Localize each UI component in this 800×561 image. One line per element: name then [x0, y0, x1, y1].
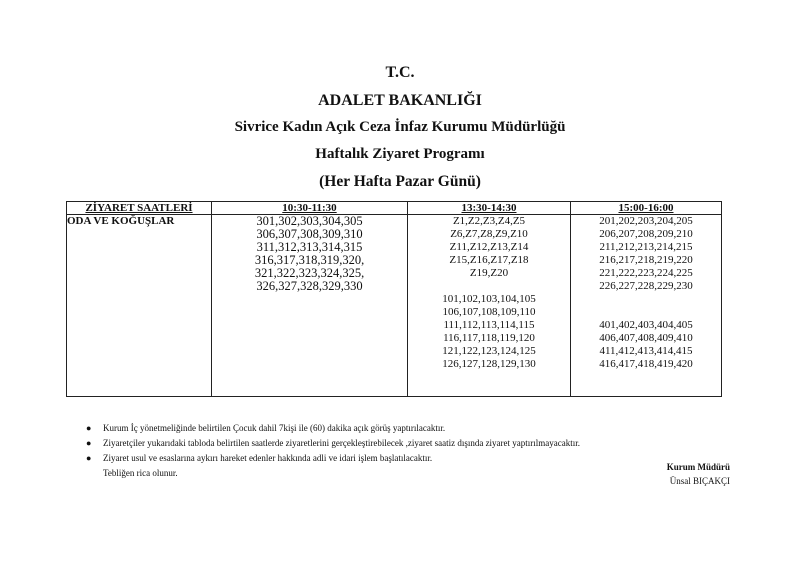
room-line: 111,112,113,114,115 [443, 319, 535, 331]
visit-schedule-table [66, 201, 722, 397]
room-line: 406,407,408,409,410 [599, 332, 693, 344]
header-program-title: Haftalık Ziyaret Programı [315, 146, 485, 162]
room-line: 211,212,213,214,215 [599, 241, 693, 253]
room-line: 216,217,218,219,220 [599, 254, 693, 266]
room-line: Z19,Z20 [469, 267, 509, 279]
header-visit-hours: ZİYARET SAATLERİ [67, 202, 212, 215]
room-line: 301,302,303,304,305 [256, 214, 363, 228]
bullet-icon: ● [86, 453, 92, 463]
note-item [86, 451, 726, 466]
room-line: 411,412,413,414,415 [599, 345, 693, 357]
room-line: 316,317,318,319,320, [254, 253, 365, 267]
header-slot-1: 10:30-11:30 [212, 202, 408, 215]
note-text: Ziyaretçiler yukarıdaki tabloda belirtilen saatlerde ziyaretlerini gerçekleştirebilecek ,ziyaret saatiz dışında ziyaret yaptırılmayacaktır. [103, 438, 581, 448]
note-text: Kurum İç yönetmeliğinde belirtilen Çocuk dahil 7kişi ile (60) dakika açık görüş yaptırılacaktır. [103, 423, 446, 433]
room-line: 306,307,308,309,310 [256, 227, 363, 241]
signer-title: Kurum Müdürü [666, 462, 730, 472]
header-tc: T.C. [385, 64, 415, 81]
bullet-icon: ● [86, 438, 92, 448]
room-line: 326,327,328,329,330 [256, 279, 363, 293]
row-label-rooms: ODA VE KOĞUŞLAR [67, 215, 212, 397]
header-institution: Sivrice Kadın Açık Ceza İnfaz Kurumu Müdürlüğü [234, 119, 566, 135]
header-slot-3: 15:00-16:00 [571, 202, 722, 215]
room-line: 121,122,123,124,125 [442, 345, 536, 357]
room-line: 401,402,403,404,405 [599, 319, 693, 331]
room-line: 416,417,418,419,420 [599, 358, 693, 370]
room-line: 101,102,103,104,105 [442, 293, 536, 305]
table-header-row [67, 202, 722, 215]
room-line: 311,312,313,314,315 [256, 240, 363, 254]
room-line: Z15,Z16,Z17,Z18 [449, 254, 529, 266]
room-line: 126,127,128,129,130 [442, 358, 536, 370]
header-program-subtitle: (Her Hafta Pazar Günü) [319, 173, 481, 190]
room-line: Z1,Z2,Z3,Z4,Z5 [452, 215, 526, 227]
note-item [86, 421, 726, 436]
slot-2-rooms [408, 215, 571, 397]
header-slot-2: 13:30-14:30 [408, 202, 571, 215]
room-line: 206,207,208,209,210 [599, 228, 693, 240]
room-line: 321,322,323,324,325, [254, 266, 365, 280]
header-ministry: ADALET BAKANLIĞI [318, 92, 482, 109]
note-item [86, 436, 726, 451]
signature-block [640, 460, 730, 488]
room-line: 201,202,203,204,205 [599, 215, 693, 227]
closing-text: Tebliğen rica olunur. [103, 468, 178, 478]
bullet-icon: ● [86, 423, 92, 433]
note-text: Ziyaret usul ve esaslarına aykırı hareket edenler hakkında adli ve idari işlem başlatılacaktır. [103, 453, 433, 463]
table-body-row [67, 215, 722, 397]
room-line: 221,222,223,224,225 [599, 267, 693, 279]
room-line: 116,117,118,119,120 [443, 332, 535, 344]
slot-3-rooms [571, 215, 722, 397]
slot-1-rooms [212, 215, 408, 397]
room-line: 106,107,108,109,110 [442, 306, 536, 318]
room-line: Z6,Z7,Z8,Z9,Z10 [450, 228, 528, 240]
signer-name: Ünsal BIÇAKÇI [669, 476, 730, 486]
notes-section [86, 421, 726, 481]
room-line: Z11,Z12,Z13,Z14 [449, 241, 529, 253]
room-line: 226,227,228,229,230 [599, 280, 693, 292]
